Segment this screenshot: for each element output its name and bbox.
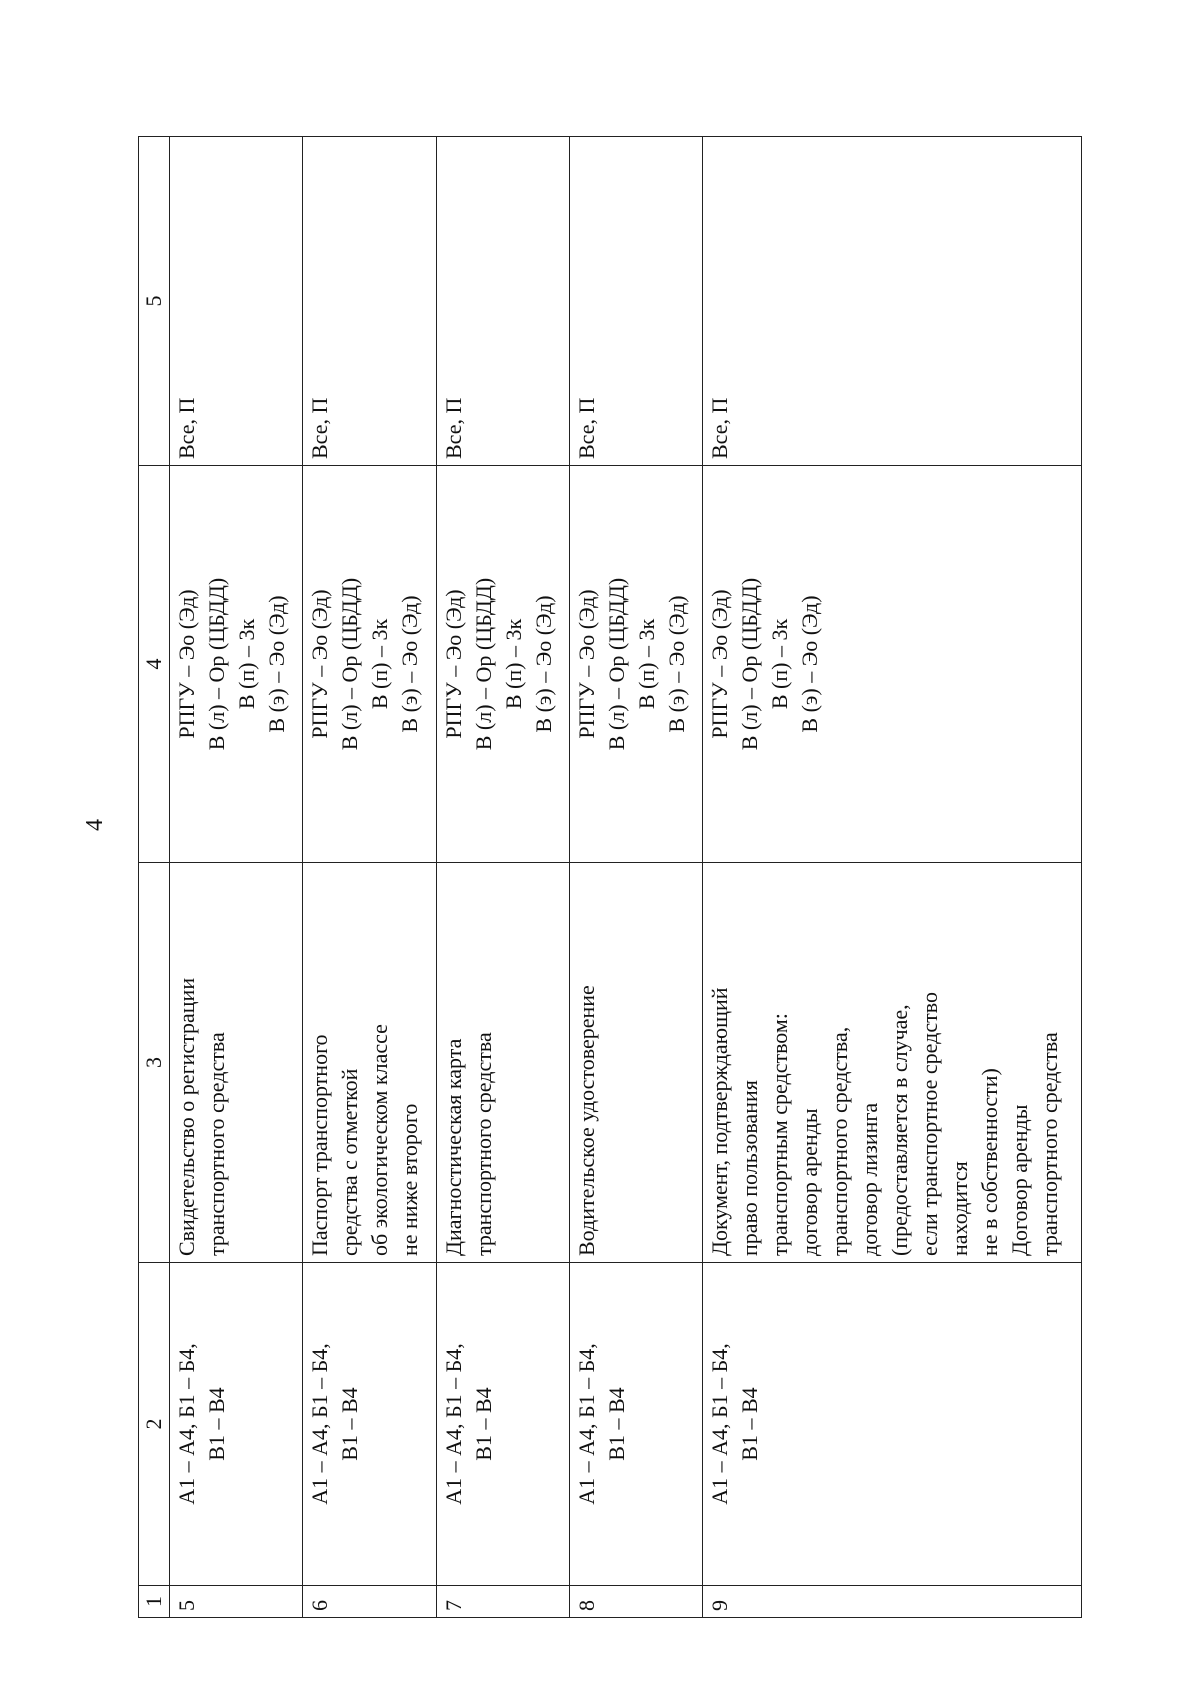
row-number-cell: 6 [303, 1586, 436, 1618]
submission-method-cell [303, 466, 436, 863]
cell-line: В (п) – 3к [234, 618, 260, 710]
cell-line: транспортного средства [204, 1032, 230, 1256]
categories-cell [703, 1263, 1082, 1586]
table-row [170, 137, 303, 1618]
cell-line: А1 – А4, Б1 – Б4, [707, 1343, 733, 1505]
cell-line: В (п) – 3к [633, 618, 659, 710]
cell-line: В1 – В4 [204, 1387, 230, 1461]
cell-line: РПГУ – Эо (Эд) [307, 589, 333, 739]
cell-line: об экологическом классе [367, 1024, 393, 1256]
categories-cell [436, 1263, 569, 1586]
cell-line: договор аренды [797, 1108, 823, 1256]
submission-method-cell [436, 466, 569, 863]
cell-line: Документ, подтверждающий [707, 987, 733, 1256]
cell-line: В (э) – Эо (Эд) [797, 595, 823, 733]
cell-line: транспортного средства, [827, 1026, 853, 1256]
cell-line: не в собственности) [977, 1068, 1003, 1256]
cell-line: если транспортное средство [917, 992, 943, 1256]
submission-method-cell [703, 466, 1082, 863]
row-number-cell: 5 [170, 1586, 303, 1618]
cell-line: В (л) – Ор (ЦБДД) [337, 577, 363, 751]
cell-line: А1 – А4, Б1 – Б4, [174, 1343, 200, 1505]
document-name-cell [170, 863, 303, 1263]
header-cell-4: 4 [139, 466, 170, 863]
header-cell-2: 2 [139, 1263, 170, 1586]
row-number-cell: 8 [569, 1586, 702, 1618]
table-row [436, 137, 569, 1618]
submission-method-cell [170, 466, 303, 863]
cell-line: В1 – В4 [603, 1387, 629, 1461]
table-row [703, 137, 1082, 1618]
cell-line: В (э) – Эо (Эд) [530, 595, 556, 733]
cell-line: В1 – В4 [737, 1387, 763, 1461]
document-name-cell [569, 863, 702, 1263]
cell-line: В1 – В4 [337, 1387, 363, 1461]
row-number-cell: 7 [436, 1586, 569, 1618]
header-cell-5: 5 [139, 137, 170, 466]
cell-line: договор лизинга [857, 1102, 883, 1256]
applicability-cell: Все, П [569, 137, 702, 466]
cell-line: А1 – А4, Б1 – Б4, [573, 1343, 599, 1505]
categories-cell [170, 1263, 303, 1586]
categories-cell [569, 1263, 702, 1586]
document-table-wrapper [138, 142, 1082, 1618]
cell-line: находится [947, 1161, 973, 1256]
document-name-cell [303, 863, 436, 1263]
cell-line: А1 – А4, Б1 – Б4, [307, 1343, 333, 1505]
header-cell-1: 1 [139, 1586, 170, 1618]
cell-line: Паспорт транспортного [307, 1034, 333, 1256]
cell-line: В (э) – Эо (Эд) [663, 595, 689, 733]
cell-line: (предоставляется в случае, [887, 1004, 913, 1256]
cell-line: РПГУ – Эо (Эд) [573, 589, 599, 739]
cell-line: В (п) – 3к [367, 618, 393, 710]
submission-method-cell [569, 466, 702, 863]
applicability-cell: Все, П [436, 137, 569, 466]
cell-line: РПГУ – Эо (Эд) [174, 589, 200, 739]
cell-line: В (п) – 3к [767, 618, 793, 710]
cell-line: В (л) – Ор (ЦБДД) [737, 577, 763, 751]
applicability-cell: Все, П [303, 137, 436, 466]
cell-line: А1 – А4, Б1 – Б4, [440, 1343, 466, 1505]
cell-line: транспортного средства [470, 1032, 496, 1256]
cell-line: В (э) – Эо (Эд) [264, 595, 290, 733]
header-cell-3: 3 [139, 863, 170, 1263]
cell-line: транспортным средством: [767, 1013, 793, 1256]
applicability-cell: Все, П [703, 137, 1082, 466]
cell-line: не ниже второго [397, 1103, 423, 1256]
cell-line: Водительское удостоверение [573, 985, 599, 1256]
table-row [569, 137, 702, 1618]
document-name-cell [436, 863, 569, 1263]
cell-line: средства с отметкой [337, 1068, 363, 1256]
cell-line: В (п) – 3к [500, 618, 526, 710]
cell-line: Свидетельство о регистрации [174, 977, 200, 1256]
cell-line: В (л) – Ор (ЦБДД) [204, 577, 230, 751]
page-number: 4 [82, 819, 108, 831]
cell-line: Диагностическая карта [440, 1038, 466, 1256]
cell-line: РПГУ – Эо (Эд) [707, 589, 733, 739]
cell-line: Договор аренды [1007, 1104, 1033, 1256]
cell-line: право пользования [737, 1080, 763, 1256]
categories-cell [303, 1263, 436, 1586]
document-name-cell [703, 863, 1082, 1263]
table-header-row [139, 137, 170, 1618]
cell-line: РПГУ – Эо (Эд) [440, 589, 466, 739]
cell-line: В (л) – Ор (ЦБДД) [470, 577, 496, 751]
table-row [303, 137, 436, 1618]
table-body [170, 137, 1082, 1618]
cell-line: транспортного средства [1037, 1032, 1063, 1256]
document-table [138, 136, 1082, 1618]
applicability-cell: Все, П [170, 137, 303, 466]
row-number-cell: 9 [703, 1586, 1082, 1618]
cell-line: В (э) – Эо (Эд) [397, 595, 423, 733]
cell-line: В1 – В4 [470, 1387, 496, 1461]
cell-line: В (л) – Ор (ЦБДД) [603, 577, 629, 751]
